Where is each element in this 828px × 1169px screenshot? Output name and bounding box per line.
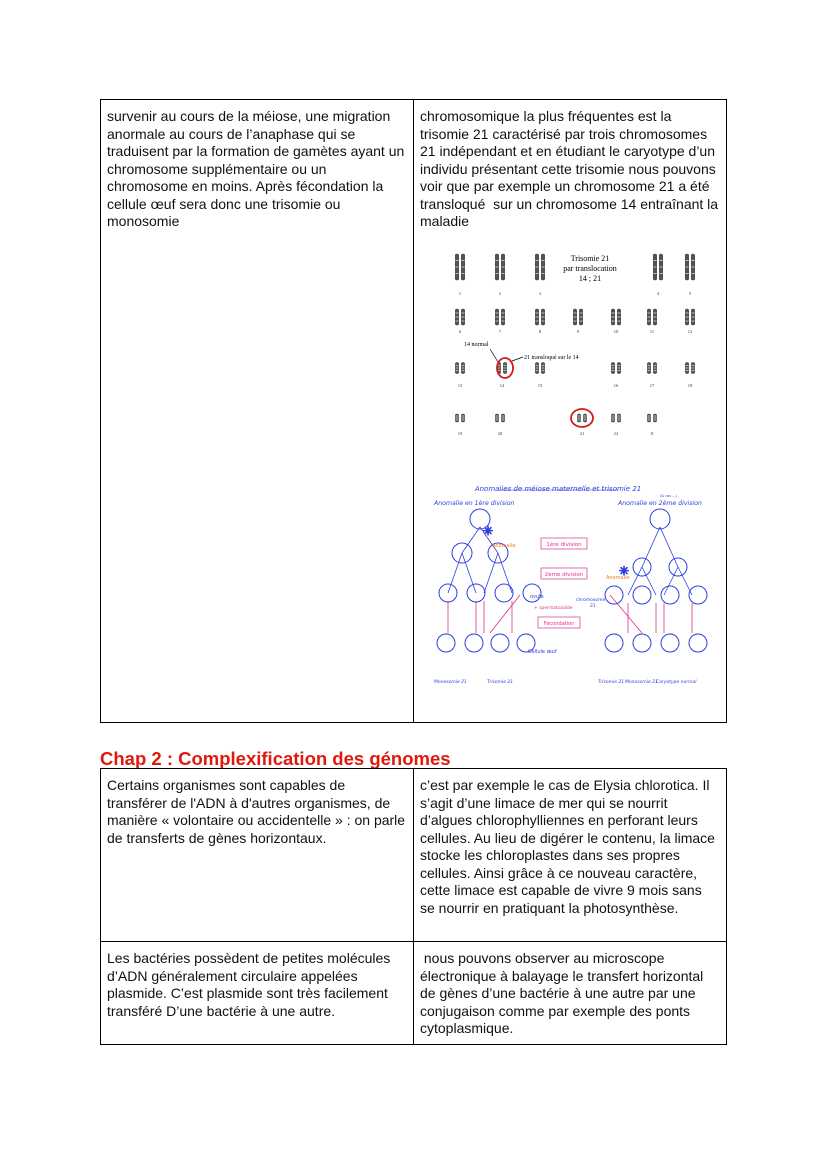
egg-cell bbox=[437, 634, 455, 652]
chromosome-pair bbox=[497, 362, 506, 373]
egg-cell bbox=[465, 634, 483, 652]
egg-cell bbox=[661, 634, 679, 652]
second-division-label: 2ème division bbox=[544, 571, 584, 578]
chromosome-pair bbox=[685, 254, 694, 280]
chromosome-number: 18 bbox=[687, 382, 693, 388]
table-cell-left bbox=[101, 100, 414, 723]
cell-text: nous pouvons observer au microscope électronique à balayage le transfert horizontal de gènes d’une bactérie à une autre par une conjugaison comme par exemple des ponts cytoplasmique. bbox=[420, 950, 708, 1036]
chromosome-pair bbox=[685, 362, 694, 373]
chromosome-pair bbox=[577, 414, 586, 422]
chromosome-number: 22 bbox=[613, 430, 619, 436]
anomaly-right: Anomalie bbox=[606, 574, 630, 581]
table-continued bbox=[100, 99, 727, 723]
chromosome-number: 11 bbox=[649, 328, 655, 334]
table-cell-right bbox=[414, 100, 727, 723]
chromosome-pair bbox=[455, 254, 464, 280]
bottom-label: Caryotype normal bbox=[656, 679, 697, 685]
karyotype-title-3: 14 ; 21 bbox=[578, 273, 602, 283]
cell-text: Les bactéries possèdent de petites molécules d’ADN généralement circulaire appelées plasmide. C’est plasmide sont très facilement transféré D’une bactérie à une autre. bbox=[107, 950, 395, 1019]
egg-cell bbox=[633, 634, 651, 652]
chromosome-number: 12 bbox=[687, 328, 693, 334]
table-cell-left bbox=[101, 942, 414, 1045]
meiosis-subtitle: (& cas ...) bbox=[660, 493, 677, 498]
trisomy-21-circle bbox=[571, 409, 593, 427]
anomaly-star-icon: ✳ bbox=[618, 563, 630, 578]
chromosome-pair bbox=[495, 414, 504, 422]
chromosome-number: 4 bbox=[656, 290, 660, 296]
chromosome-number: 19 bbox=[457, 430, 463, 436]
egg-cell bbox=[491, 634, 509, 652]
cell-text: c’est par exemple le cas de Elysia chlorotica. Il s’agit d’une limace de mer qui se nourrit d’algues chlorophylliennes en perforant leurs cellules. Au lieu de digérer le contenu, la limace stocke les chloroplastes dans ses propres cellules. Ainsi grâce à ce nouveau caractère, cette limace est capable de vivre 9 mois sans se nourrir en pratiquant la photosynthèse. bbox=[420, 777, 719, 916]
bottom-label: Trisomie 21 bbox=[598, 679, 625, 685]
chromosome-number: 16 bbox=[613, 382, 619, 388]
cellule-oeuf-label: Cellule œuf bbox=[528, 648, 557, 655]
egg-cell bbox=[605, 634, 623, 652]
chromosome-label: chromosome bbox=[576, 597, 606, 603]
table-row bbox=[101, 942, 727, 1045]
chromosome-number: 7 bbox=[498, 328, 502, 334]
bottom-label: Trisomie 21 bbox=[487, 679, 514, 685]
chromosome-number: 10 bbox=[613, 328, 619, 334]
first-division-label: 1ère division bbox=[546, 541, 582, 548]
chromosome-number: 15 bbox=[537, 382, 543, 388]
bottom-label: Monosomie 21 bbox=[625, 679, 658, 685]
table-cell-right bbox=[414, 942, 727, 1045]
chromosome-pair bbox=[611, 414, 620, 422]
chromosome-pair bbox=[573, 309, 582, 325]
karyotype-title-2: par translocation bbox=[563, 263, 617, 273]
chromosome-number: 5 bbox=[688, 290, 692, 296]
bottom-label: Monosomie 21 bbox=[434, 679, 467, 685]
mother-cell bbox=[650, 509, 670, 529]
meiosis-title: Anomalies de méiose maternelle et trisomie 21 bbox=[474, 484, 642, 493]
chromosome-pair bbox=[535, 254, 544, 280]
spermatozoide-label: + spermatozoïde bbox=[534, 605, 573, 611]
anomaly-star-icon: ✳ bbox=[482, 523, 494, 538]
chromosome-number: 8 bbox=[538, 328, 542, 334]
chromosome-number: 3 bbox=[538, 290, 542, 296]
gamete-cell bbox=[495, 584, 513, 602]
chromosome-number: 6 bbox=[458, 328, 462, 334]
table-row bbox=[101, 100, 727, 723]
chromosome-pair bbox=[495, 309, 504, 325]
table-chapter-2 bbox=[100, 768, 727, 1045]
table-row bbox=[101, 769, 727, 942]
table-cell-left bbox=[101, 769, 414, 942]
gamete-cell bbox=[661, 586, 679, 604]
chromosome-pair bbox=[535, 309, 544, 325]
cell-text: chromosomique la plus fréquentes est la trisomie 21 caractérisé par trois chromosomes 21 indépendant et en étudiant le caryotype d’un individu présentant cette trisomie nous pouvons voir que par exemple un chromosome 21 a été transloqué sur un chromosome 14 entraînant la maladie bbox=[420, 108, 722, 229]
cell-text: Certains organismes sont capables de transférer de l'ADN à d'autres organismes, de manière « volontaire ou accidentelle » : on parle de transferts de gènes horizontaux. bbox=[107, 777, 409, 846]
cell-text: survenir au cours de la méiose, une migration anormale au cours de l’anaphase qui se traduisent par la formation de gamètes ayant un chromosome supplémentaire ou un chromosome en moins. Après fécondation la cellule œuf sera donc une trisomie ou monosomie bbox=[107, 108, 409, 229]
chapter-title: Chap 2 : Complexification des génomes bbox=[100, 748, 451, 769]
chromosome-pair bbox=[647, 309, 656, 325]
chromosome-number: 21 bbox=[579, 430, 585, 436]
chromosome-21-label: 21 bbox=[590, 603, 596, 609]
chromosome-number: X bbox=[650, 430, 654, 436]
meiosis-diagram bbox=[420, 483, 720, 703]
chromosome-pair bbox=[653, 254, 662, 280]
chromosome-pair bbox=[495, 254, 504, 280]
table-cell-right bbox=[414, 769, 727, 942]
label-21-transloque: 21 transloqué sur le 14 bbox=[524, 354, 579, 361]
chromosome-pair bbox=[647, 414, 656, 422]
gamete-cell bbox=[605, 586, 623, 604]
chromosome-pair bbox=[611, 309, 620, 325]
egg-cell bbox=[689, 634, 707, 652]
ovule-label: ovule bbox=[530, 593, 544, 600]
gamete-cell bbox=[633, 586, 651, 604]
chromosome-number: 9 bbox=[576, 328, 580, 334]
chromosome-pair bbox=[647, 362, 656, 373]
chromosome-pair bbox=[455, 309, 464, 325]
label-14-normal: 14 normal bbox=[464, 341, 489, 348]
chromosome-number: 1 bbox=[458, 290, 462, 296]
chromosome-pair bbox=[535, 362, 544, 373]
chromosome-pair bbox=[455, 362, 464, 373]
karyotype-figure bbox=[420, 245, 720, 455]
chromosome-number: 14 bbox=[499, 382, 505, 388]
chromosome-pair bbox=[455, 414, 464, 422]
chromosome-pair bbox=[611, 362, 620, 373]
fecondation-label: Fécondation bbox=[543, 620, 575, 627]
anomaly-left: Anomalie bbox=[492, 542, 516, 549]
karyotype-title-1: Trisomie 21 bbox=[570, 253, 610, 263]
chromosome-number: 17 bbox=[649, 382, 655, 388]
meiosis-right-label: Anomalie en 2ème division bbox=[618, 499, 702, 507]
chromosome-number: 20 bbox=[497, 430, 503, 436]
chromosome-number: 13 bbox=[457, 382, 463, 388]
chromosome-pair bbox=[685, 309, 694, 325]
meiosis-left-label: Anomalie en 1ère division bbox=[434, 499, 515, 507]
chromosome-number: 2 bbox=[498, 290, 502, 296]
